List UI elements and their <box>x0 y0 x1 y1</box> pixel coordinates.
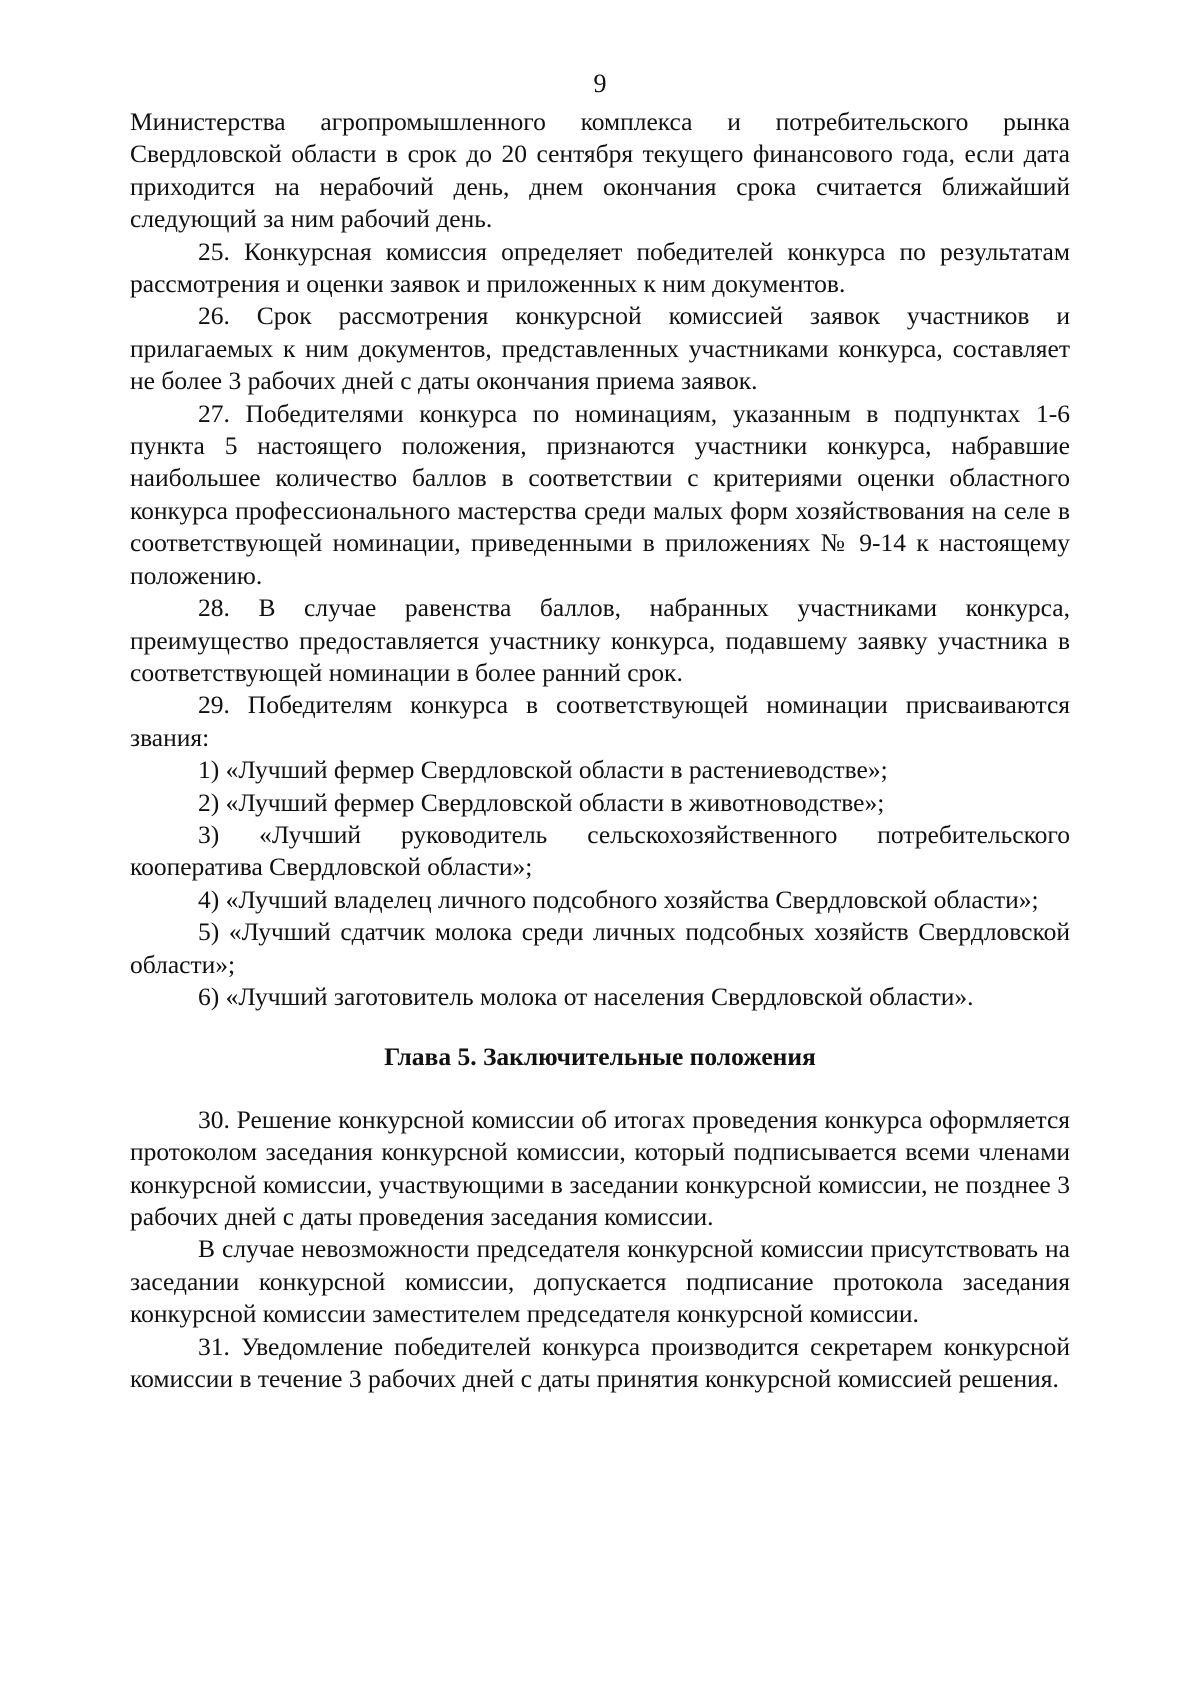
title-item-1: 1) «Лучший фермер Свердловской области в растениеводстве»; <box>198 755 888 785</box>
title-item-3: 3) «Лучший руководитель сельскохозяйственного потребительского кооператива Свердловской области»; <box>130 819 1070 882</box>
document-body <box>130 106 1070 1395</box>
title-item-6: 6) «Лучший заготовитель молока от населения Свердловской области». <box>198 981 974 1011</box>
title-item-4: 4) «Лучший владелец личного подсобного хозяйства Свердловской области»; <box>198 884 1039 914</box>
title-item-5: 5) «Лучший сдатчик молока среди личных подсобных хозяйств Свердловской области»; <box>130 917 1070 979</box>
chapter-heading: Глава 5. Заключительные положения <box>384 1042 816 1072</box>
paragraph-25: 25. Конкурсная комиссия определяет победителей конкурса по результатам рассмотрения и оценки заявок и приложенных к ним документов. <box>130 236 1070 299</box>
paragraph-continuation: Министерства агропромышленного комплекса и потребительского рынка Свердловской области в срок до 20 сентября текущего финансового года, если дата приходится на нерабочий день, днем окончания срока считается ближайший следующий за ним рабочий день. <box>130 107 1070 234</box>
title-item-2: 2) «Лучший фермер Свердловской области в животноводстве»; <box>198 787 885 817</box>
paragraph-30: 30. Решение конкурсной комиссии об итогах проведения конкурса оформляется протоколом заседания конкурсной комиссии, который подписывается всеми членами конкурсной комиссии, участвующими в заседании конкурсной комиссии, не позднее 3 рабочих дней с даты проведения заседания комиссии. <box>130 1104 1070 1231</box>
paragraph-28: 28. В случае равенства баллов, набранных участниками конкурса, преимущество предоставляется участнику конкурса, подавшему заявку участника в соответствующей номинации в более ранний срок. <box>130 593 1070 687</box>
paragraph-26: 26. Срок рассмотрения конкурсной комиссией заявок участников и прилагаемых к ним документов, представленных участниками конкурса, составляет не более 3 рабочих дней с даты окончания приема заявок. <box>130 301 1070 396</box>
paragraph-29: 29. Победителям конкурса в соответствующей номинации присваиваются звания: <box>130 690 1070 752</box>
paragraph-30-continued: В случае невозможности председателя конкурсной комиссии присутствовать на заседании конкурсной комиссии, допускается подписание протокола заседания конкурсной комиссии заместителем председателя конкурсной комиссии. <box>130 1234 1070 1329</box>
paragraph-27: 27. Победителями конкурса по номинациям, указанным в подпунктах 1-6 пункта 5 настоящего положения, признаются участники конкурса, набравшие наибольшее количество баллов в соответствии с критериями оценки областного конкурса профессионального мастерства среди малых форм хозяйствования на селе в соответствующей номинации, приведенными в приложениях № 9-14 к настоящему положению. <box>130 398 1070 590</box>
page-number: 9 <box>593 69 607 98</box>
paragraph-31: 31. Уведомление победителей конкурса производится секретарем конкурсной комиссии в течение 3 рабочих дней с даты принятия конкурсной комиссией решения. <box>130 1331 1070 1394</box>
